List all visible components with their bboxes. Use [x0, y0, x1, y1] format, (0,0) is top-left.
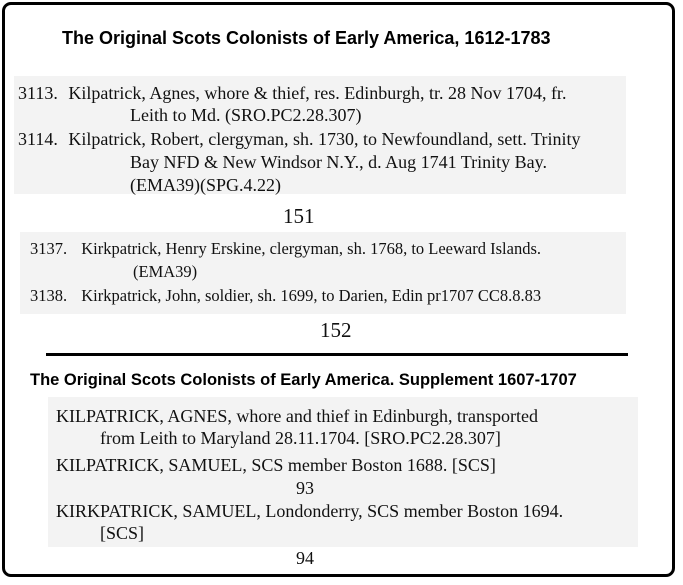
entry-kirkpatrick-samuel	[56, 500, 563, 522]
entry-text-line1: KILPATRICK, AGNES, whore and thief in Edinburgh, transported	[56, 406, 538, 426]
page-number-151: 151	[283, 204, 315, 228]
entry-kirkpatrick-samuel-cont	[100, 522, 144, 544]
page-number-93: 93	[296, 478, 314, 498]
entry-kilpatrick-samuel	[56, 454, 496, 476]
entry-number: 3137.	[30, 239, 68, 258]
entry-3114	[18, 128, 580, 150]
entry-text-line1: Kilpatrick, Agnes, whore & thief, res. Edinburgh, tr. 28 Nov 1704, fr.	[68, 83, 567, 103]
section-divider	[46, 353, 628, 356]
page-number-152: 152	[320, 318, 352, 342]
entry-text-line1: Kilpatrick, Robert, clergyman, sh. 1730, to Newfoundland, sett. Trinity	[68, 129, 581, 149]
entry-3137	[30, 238, 541, 260]
entry-text-line1: KIRKPATRICK, SAMUEL, Londonderry, SCS member Boston 1694.	[56, 501, 564, 521]
entry-text-line1: KILPATRICK, SAMUEL, SCS member Boston 1688. [SCS]	[56, 455, 496, 475]
entry-text-line2: Bay NFD & New Windsor N.Y., d. Aug 1741 Trinity Bay.	[130, 152, 547, 172]
entry-text-line1: Kirkpatrick, Henry Erskine, clergyman, sh. 1768, to Leeward Islands.	[81, 239, 541, 258]
entry-kilpatrick-agnes	[56, 405, 538, 427]
section2-title: The Original Scots Colonists of Early America. Supplement 1607-1707	[30, 371, 577, 389]
entry-3113	[18, 82, 566, 104]
entry-text-line2: (EMA39)	[133, 262, 198, 281]
entry-3137-cont	[133, 261, 197, 283]
entry-3113-cont	[130, 104, 362, 126]
entry-text-line2: [SCS]	[100, 523, 145, 543]
entry-number: 3114.	[18, 129, 58, 149]
entry-text-line3: (EMA39)(SPG.4.22)	[130, 175, 281, 195]
entry-kilpatrick-agnes-cont	[100, 427, 501, 449]
page-number-94: 94	[296, 548, 314, 568]
section1-title: The Original Scots Colonists of Early America, 1612-1783	[62, 28, 551, 48]
entry-number: 3138.	[30, 286, 68, 305]
entry-text-line2: Leith to Md. (SRO.PC2.28.307)	[130, 105, 362, 125]
entry-3138	[30, 285, 541, 307]
entry-text-line2: from Leith to Maryland 28.11.1704. [SRO.PC2.28.307]	[100, 428, 501, 448]
entry-3114-cont2	[130, 174, 281, 196]
entry-3114-cont	[130, 151, 547, 173]
entry-number: 3113.	[18, 83, 58, 103]
entry-text-line1: Kirkpatrick, John, soldier, sh. 1699, to Darien, Edin pr1707 CC8.8.83	[81, 286, 542, 305]
